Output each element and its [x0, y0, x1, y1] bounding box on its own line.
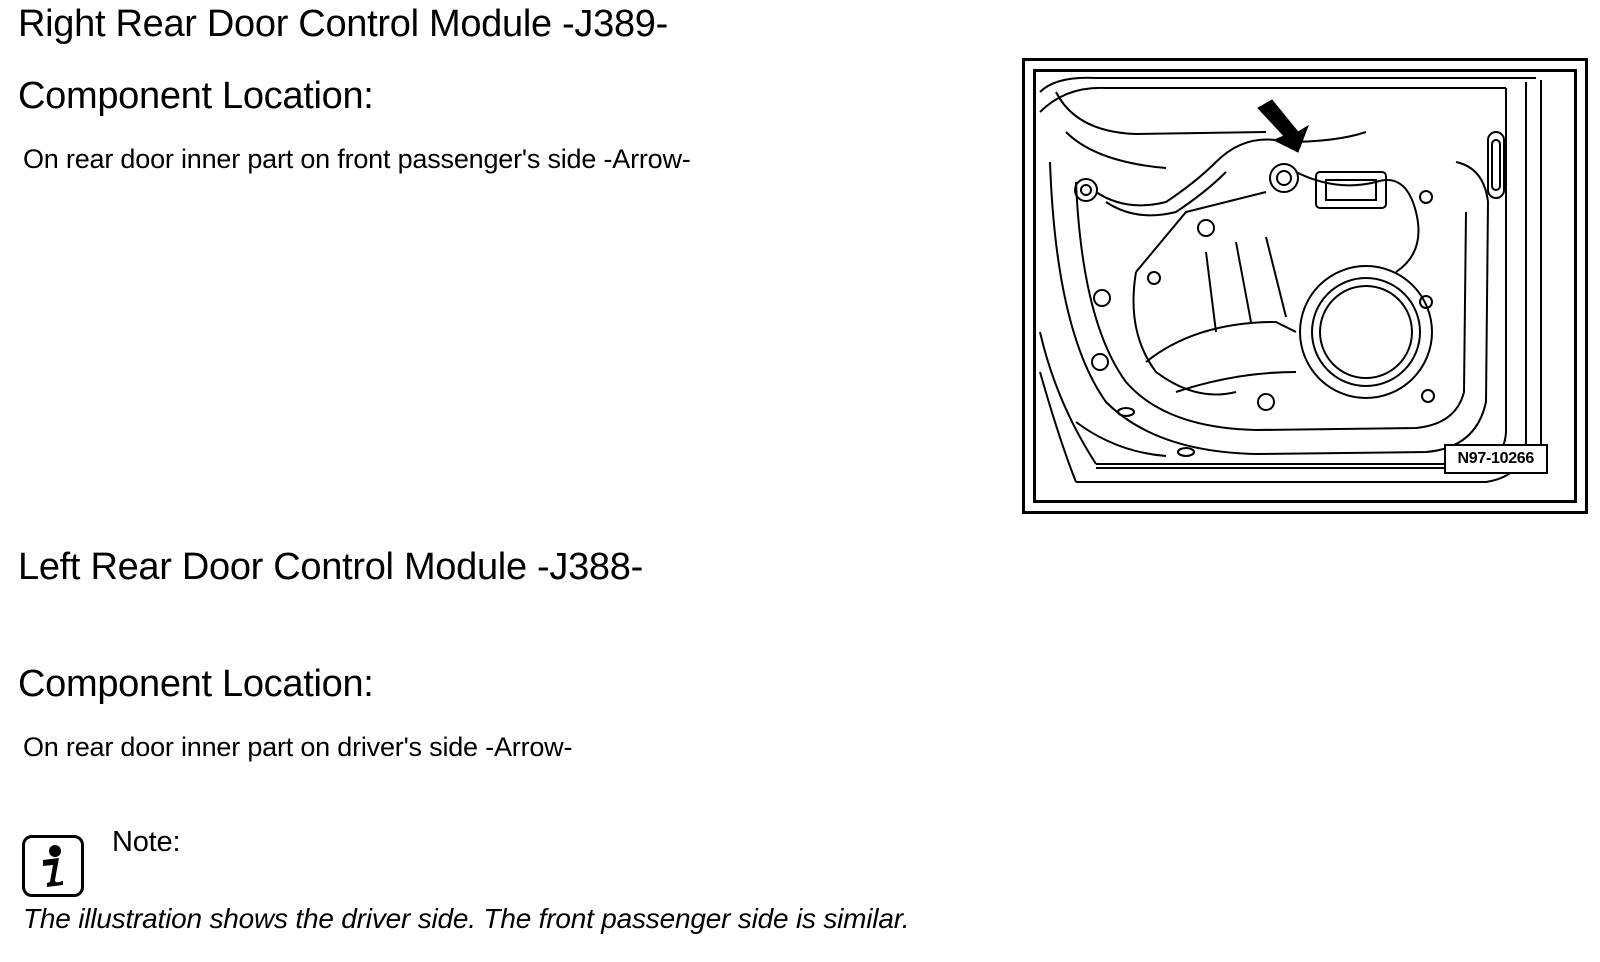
section-right-text: On rear door inner part on front passenger's side -Arrow-	[23, 144, 691, 174]
door-drawing	[1036, 72, 1577, 503]
note-label: Note:	[112, 826, 181, 858]
section-left-subheading: Component Location:	[18, 663, 374, 705]
section-right-subheading: Component Location:	[18, 75, 374, 117]
note-text: The illustration shows the driver side. The front passenger side is similar.	[23, 903, 910, 934]
info-icon	[22, 835, 84, 897]
door-illustration-figure	[1022, 58, 1588, 514]
section-right-title: Right Rear Door Control Module -J389-	[18, 3, 668, 45]
section-left-title: Left Rear Door Control Module -J388-	[18, 546, 643, 588]
location-arrow	[1258, 100, 1308, 152]
door-illustration	[1033, 69, 1577, 503]
figure-id-label: N97-10266	[1444, 444, 1548, 474]
section-left-text: On rear door inner part on driver's side -Arrow-	[23, 732, 573, 762]
